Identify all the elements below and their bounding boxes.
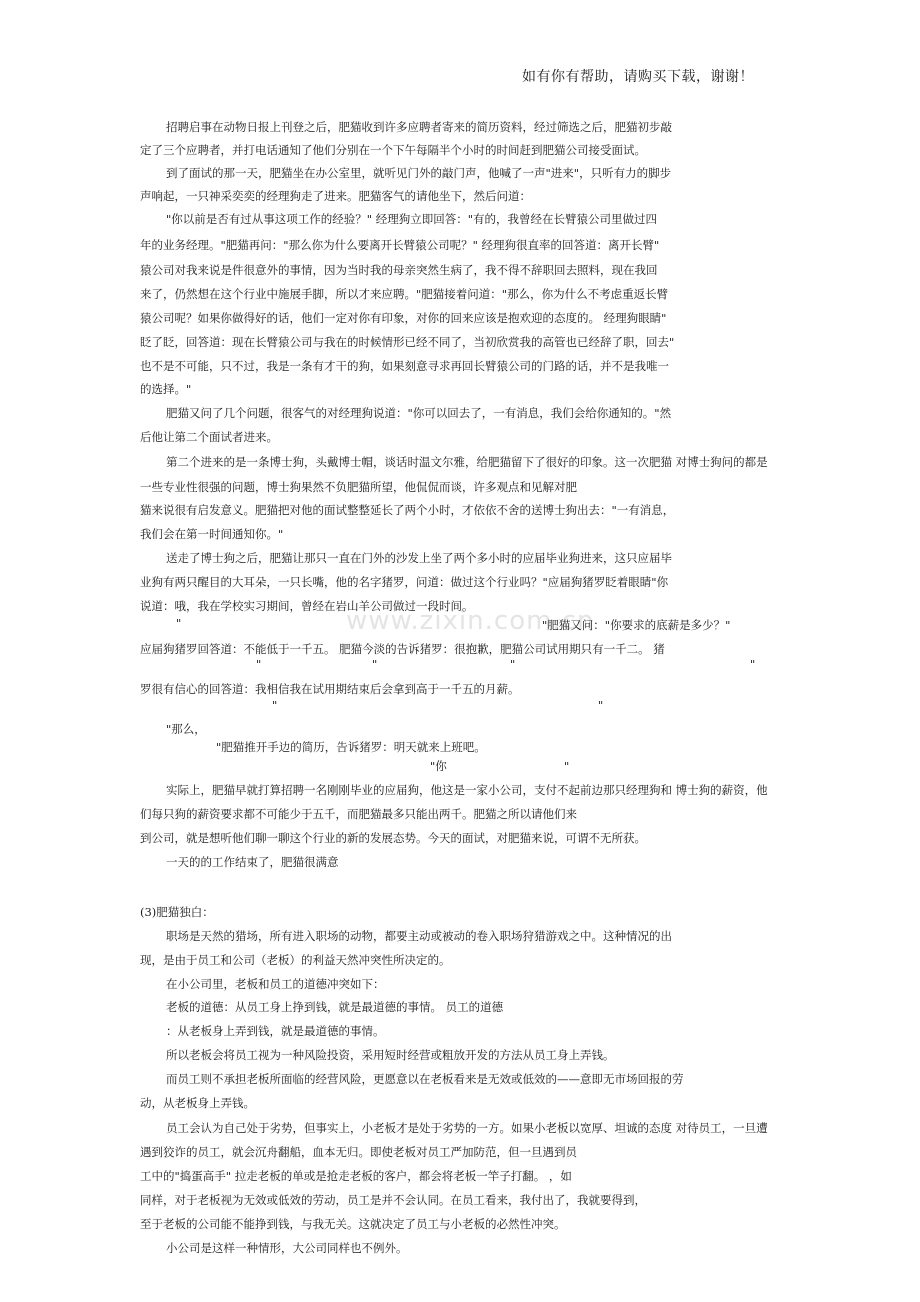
text-line: 一天的的工作结束了，肥猫很满意	[166, 855, 339, 869]
text-line: "肥猫又问："你要求的底薪是多少？"	[542, 618, 731, 632]
stray-quote: "	[256, 657, 262, 671]
text-line: "那么，	[166, 722, 206, 736]
text-line: 也不是不可能，只不过，我是一条有才干的狗，如果刻意寻求再回长臂猿公司的门路的话，并不是我唯一	[140, 359, 669, 373]
text-line: 现，是由于员工和公司（老板）的利益天然冲突性所决定的。	[140, 953, 451, 967]
text-line: "你以前是否有过从事这项工作的经验？" 经理狗立即回答："有的，我曾经在长臂猿公司里做过四	[166, 212, 658, 226]
text-line: 后他让第二个面试者进来。	[140, 430, 278, 444]
stray-quote: "	[598, 698, 604, 712]
text-line: 第二个进来的是一条博士狗，头戴博士帽，谈话时温文尔雅，给肥猫留下了很好的印象。这一次肥猫 对博士狗问的都是	[166, 455, 768, 469]
text-line: 实际上，肥猫早就打算招聘一名刚刚毕业的应届狗，他这是一家小公司，支付不起前边那只经理狗和 博士狗的薪资，他	[166, 783, 768, 797]
text-line: 员工会认为自己处于劣势，但事实上，小老板才是处于劣势的一方。如果小老板以宽厚、坦诚的态度 对待员工，一旦遭	[166, 1121, 768, 1135]
stray-quote: "	[564, 759, 570, 773]
text-line: 声响起，一只神采奕奕的经理狗走了进来。肥猫客气的请他坐下，然后问道：	[140, 189, 531, 203]
text-line: 到了面试的那一天，肥猫坐在办公室里，就听见门外的敲门声，他喊了一声"进来"，只听有力的脚步	[166, 166, 672, 180]
text-line: 老板的道德：从员工身上挣到钱，就是最道德的事情。 员工的道德	[166, 1000, 504, 1014]
text-line: 猿公司呢？如果你做得好的话，他们一定对你有印象，对你的回来应该是抱欢迎的态度的。 经理狗眼睛"	[140, 311, 667, 325]
text-line: 小公司是这样一种情形，大公司同样也不例外。	[166, 1241, 408, 1255]
stray-quote: "	[372, 657, 378, 671]
text-line: 而员工则不承担老板所面临的经营风险，更愿意以在老板看来是无效或低效的——意即无市场回报的劳	[166, 1072, 684, 1086]
text-line: 动，从老板身上弄钱。	[140, 1096, 255, 1110]
stray-quote: "	[510, 657, 516, 671]
text-line: 工中的"捣蛋高手" 拉走老板的单或是抢走老板的客户，都会将老板一竿子打翻。 ，如	[140, 1169, 572, 1183]
text-line: 招聘启事在动物日报上刊登之后，肥猫收到许多应聘者寄来的简历资料，经过筛选之后，肥猫初步敲	[166, 120, 672, 134]
text-line: 在小公司里，老板和员工的道德冲突如下：	[166, 977, 385, 991]
section-heading: (3)肥猫独白：	[140, 905, 214, 919]
text-line: 同样，对于老板视为无效或低效的劳动，员工是并不会认同。在员工看来，我付出了，我就要得到，	[140, 1193, 646, 1207]
text-line: 送走了博士狗之后，肥猫让那只一直在门外的沙发上坐了两个多小时的应届毕业狗进来，这只应届毕	[166, 551, 672, 565]
text-line: 到公司，就是想听他们聊一聊这个行业的新的发展态势。今天的面试，对肥猫来说，可谓不无所获。	[140, 831, 646, 845]
text-line: 职场是天然的猎场，所有进入职场的动物，都要主动或被动的卷入职场狩猎游戏之中。这种情况的出	[166, 929, 672, 943]
text-line: "你	[430, 759, 447, 773]
stray-quote: "	[750, 657, 756, 671]
text-line: 的选择。"	[140, 382, 192, 396]
text-line: 说道：哦，我在学校实习期间，曾经在岩山羊公司做过一段时间。	[140, 599, 474, 613]
text-line: 年的业务经理。"肥猫再问："那么你为什么要离开长臂猿公司呢？" 经理狗很直率的回答道：离开长臂"	[140, 238, 660, 252]
text-line: 至于老板的公司能不能挣到钱，与我无关。这就决定了员工与小老板的必然性冲突。	[140, 1217, 566, 1231]
text-line: 一些专业性很强的问题，博士狗果然不负肥猫所望，他侃侃而谈，许多观点和见解对肥	[140, 480, 577, 494]
text-line: 业狗有两只醒目的大耳朵，一只长嘴，他的名字猪罗，问道：做过这个行业吗？"应届狗猪罗眨着眼睛"你	[140, 575, 669, 589]
watermark: www.zixin.com.cn	[346, 606, 595, 636]
text-line: 罗很有信心的回答道：我相信我在试用期结束后会拿到高于一千五的月薪。	[140, 682, 520, 696]
stray-quote: "	[176, 616, 182, 630]
stray-quote: "	[272, 698, 278, 712]
text-line: 遇到狡诈的员工，就会沉舟翻船，血本无归。即使老板对员工严加防范，但一旦遇到员	[140, 1145, 577, 1159]
text-line: 应届狗猪罗回答道：不能低于一千五。 肥猫今淡的告诉猪罗：很抱歉，肥猫公司试用期只有一千二。 猪	[140, 642, 665, 656]
text-line: 猫来说很有启发意义。肥猫把对他的面试整整延长了两个小时，才依依不舍的送博士狗出去："一有消息，	[140, 503, 675, 517]
text-line: 来了，仍然想在这个行业中施展手脚，所以才来应聘。"肥猫接着问道："那么，你为什么不考虑重返长臂	[140, 287, 669, 301]
text-line: 猿公司对我来说是件很意外的事情，因为当时我的母亲突然生病了，我不得不辞职回去照料，现在我回	[140, 263, 658, 277]
text-line: 肥猫又问了几个问题，很客气的对经理狗说道："你可以回去了，一有消息，我们会给你通知的。"然	[166, 406, 672, 420]
text-line: 我们会在第一时间通知你。"	[140, 527, 284, 541]
text-line: 眨了眨，回答道：现在长臂猿公司与我在的时候情形已经不同了，当初欣赏我的高管也已经辞了职，回去"	[140, 335, 675, 349]
text-line: ：从老板身上弄到钱，就是最道德的事情。	[166, 1024, 385, 1038]
text-line: 们每只狗的薪资要求都不可能少于五千，而肥猫最多只能出两千。肥猫之所以请他们来	[140, 807, 577, 821]
text-line: 所以老板会将员工视为一种风险投资，采用短时经营或粗放开发的方法从员工身上弄钱。	[166, 1048, 615, 1062]
text-line: "肥猫推开手边的简历，告诉猪罗：明天就来上班吧。	[216, 740, 486, 754]
text-line: 定了三个应聘者，并打电话通知了他们分别在一个下午每隔半个小时的时间赶到肥猫公司接受面试。	[140, 143, 646, 157]
download-notice: 如有你有帮助，请购买下载，谢谢！	[522, 69, 754, 85]
